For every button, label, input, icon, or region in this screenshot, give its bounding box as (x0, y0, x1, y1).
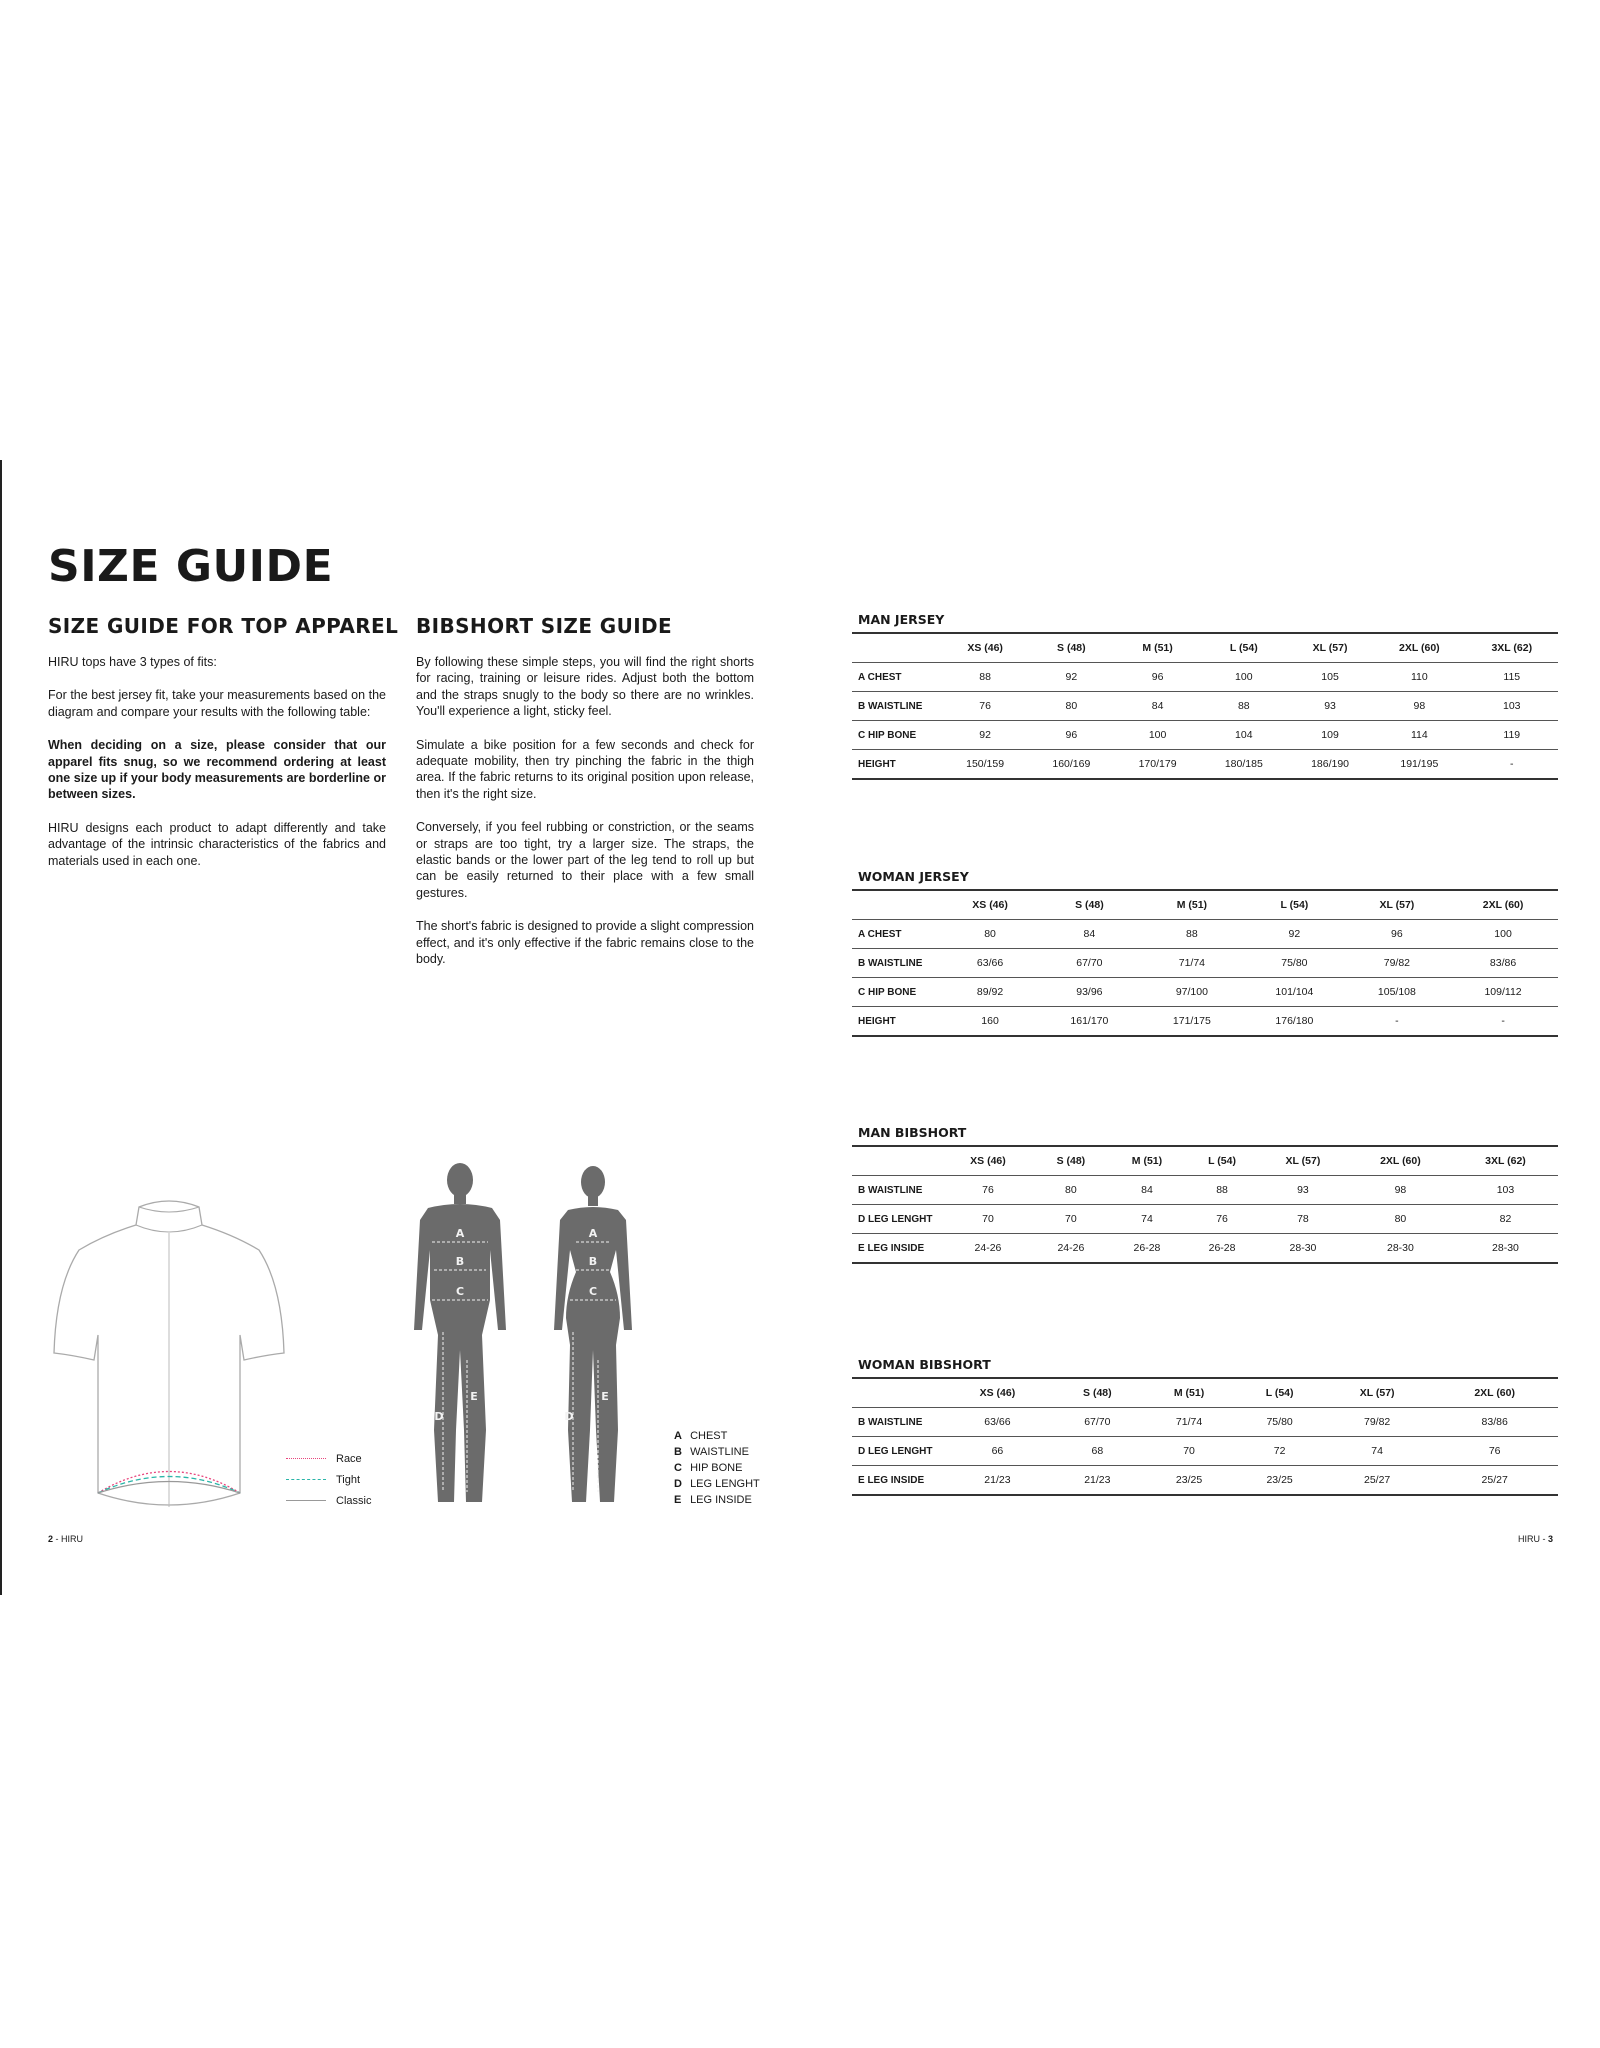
top-apparel-p4: HIRU designs each product to adapt differently and take advantage of the intrinsic characteristics of the fabrics and materials used in each one. (48, 820, 386, 868)
female-label-e: E (601, 1390, 609, 1403)
size-header: M (51) (1142, 1379, 1236, 1408)
table-cell: 103 (1466, 692, 1558, 721)
row-label: B WAISTLINE (852, 949, 942, 978)
legend-waistline: B WAISTLINE (674, 1446, 749, 1458)
table-cell: 170/179 (1114, 750, 1200, 780)
table-cell: 115 (1466, 663, 1558, 692)
size-header: L (54) (1201, 634, 1287, 663)
female-label-c: C (588, 1285, 598, 1298)
row-label: B WAISTLINE (852, 692, 942, 721)
table-cell: 21/23 (942, 1466, 1053, 1496)
table-row (852, 978, 1558, 1007)
table-cell: 88 (1186, 1176, 1258, 1205)
table-cell: 92 (1028, 663, 1114, 692)
table-cell: 21/23 (1053, 1466, 1142, 1496)
footer-left: 2 - HIRU (48, 1534, 84, 1544)
table-cell: 93 (1258, 1176, 1348, 1205)
size-header: L (54) (1243, 891, 1346, 920)
table-cell: 100 (1201, 663, 1287, 692)
size-header: M (51) (1141, 891, 1244, 920)
classic-label: Classic (336, 1494, 372, 1507)
table-cell: 88 (1141, 920, 1244, 949)
table-cell: 109 (1287, 721, 1373, 750)
table-cell: 79/82 (1346, 949, 1449, 978)
table-cell: 80 (1034, 1176, 1108, 1205)
table-cell: 105/108 (1346, 978, 1449, 1007)
table-row (852, 949, 1558, 978)
female-label-a: A (588, 1227, 598, 1240)
header-row (852, 891, 1558, 920)
table-cell: 88 (1201, 692, 1287, 721)
header-row (852, 634, 1558, 663)
table-cell: 103 (1453, 1176, 1558, 1205)
page-edge-rule (0, 460, 2, 1595)
size-header: 3XL (62) (1453, 1147, 1558, 1176)
table-title: WOMAN BIBSHORT (852, 1357, 1558, 1379)
race-label: Race (336, 1452, 362, 1465)
table-cell: 160 (942, 1007, 1038, 1037)
table-cell: 119 (1466, 721, 1558, 750)
header-row (852, 1379, 1558, 1408)
table-cell: 80 (1028, 692, 1114, 721)
male-label-d: D (434, 1410, 444, 1423)
table-row (852, 750, 1558, 780)
table-cell: 66 (942, 1437, 1053, 1466)
jersey-illustration (44, 1195, 294, 1515)
size-header: XL (57) (1258, 1147, 1348, 1176)
table-cell: 76 (1431, 1437, 1558, 1466)
table-cell: 160/169 (1028, 750, 1114, 780)
fit-legend (286, 1448, 371, 1511)
body-measurement-figures (410, 1160, 670, 1515)
table-cell: 84 (1108, 1176, 1186, 1205)
row-label: HEIGHT (852, 750, 942, 780)
table-cell: 70 (1142, 1437, 1236, 1466)
table-cell: 74 (1108, 1205, 1186, 1234)
male-label-c: C (455, 1285, 465, 1298)
table-cell: 72 (1236, 1437, 1323, 1466)
row-label: B WAISTLINE (852, 1176, 942, 1205)
top-apparel-p2: For the best jersey fit, take your measurements based on the diagram and compare your results with the following table: (48, 688, 386, 719)
table-cell: 150/159 (942, 750, 1028, 780)
page-title: SIZE GUIDE (48, 541, 334, 592)
size-header: XL (57) (1287, 634, 1373, 663)
legend-leg-inside: E LEG INSIDE (674, 1494, 752, 1506)
table-cell: 96 (1346, 920, 1449, 949)
table-row (852, 920, 1558, 949)
header-corner (852, 634, 942, 663)
fit-legend-tight (286, 1469, 371, 1490)
table-row (852, 1007, 1558, 1037)
size-header: XL (57) (1323, 1379, 1431, 1408)
table-cell: 25/27 (1323, 1466, 1431, 1496)
tight-swatch (286, 1479, 326, 1480)
table-cell: 105 (1287, 663, 1373, 692)
tight-label: Tight (336, 1473, 361, 1486)
table-row (852, 692, 1558, 721)
table-cell: 93/96 (1038, 978, 1141, 1007)
table-cell: 28-30 (1453, 1234, 1558, 1264)
table-row (852, 1437, 1558, 1466)
table-cell: 88 (942, 663, 1028, 692)
header-corner (852, 1379, 942, 1408)
table-title: MAN BIBSHORT (852, 1125, 1558, 1147)
table-cell: 92 (942, 721, 1028, 750)
top-apparel-text (48, 654, 386, 886)
table-cell: 67/70 (1038, 949, 1141, 978)
size-header: 3XL (62) (1466, 634, 1558, 663)
legend-hip-bone: C HIP BONE (674, 1462, 743, 1474)
table-row (852, 1408, 1558, 1437)
male-label-a: A (455, 1227, 465, 1240)
table-cell: 63/66 (942, 949, 1038, 978)
table-cell: 109/112 (1448, 978, 1558, 1007)
table-row (852, 1205, 1558, 1234)
table-cell: 83/86 (1448, 949, 1558, 978)
table-cell: 23/25 (1236, 1466, 1323, 1496)
table-cell: 80 (942, 920, 1038, 949)
male-label-b: B (455, 1255, 465, 1268)
table-row (852, 1466, 1558, 1496)
classic-swatch (286, 1500, 326, 1501)
row-label: B WAISTLINE (852, 1408, 942, 1437)
table-cell: - (1466, 750, 1558, 780)
table-cell: 75/80 (1236, 1408, 1323, 1437)
table-cell: 100 (1114, 721, 1200, 750)
legend-chest: A CHEST (674, 1430, 728, 1442)
table-cell: 26-28 (1186, 1234, 1258, 1264)
header-corner (852, 891, 942, 920)
header-corner (852, 1147, 942, 1176)
size-header: XS (46) (942, 634, 1028, 663)
bibshort-guide-p2: Simulate a bike position for a few seconds and check for adequate mobility, then try pinching the fabric in the thigh area. If the fabric returns to its original position upon release, then it's the right size. (416, 737, 754, 801)
bibshort-guide-p3: Conversely, if you feel rubbing or constriction, or the seams or straps are too tight, try a larger size. The straps, the elastic bands or the lower part of the leg tend to roll up but can be easily returned to their place with a few small gestures. (416, 820, 754, 900)
table-cell: 186/190 (1287, 750, 1373, 780)
table-row (852, 1234, 1558, 1264)
table-cell: 84 (1114, 692, 1200, 721)
size-header: XS (46) (942, 1147, 1034, 1176)
row-label: A CHEST (852, 920, 942, 949)
table-cell: - (1448, 1007, 1558, 1037)
top-apparel-p1: HIRU tops have 3 types of fits: (48, 655, 217, 669)
fit-legend-race (286, 1448, 371, 1469)
table-cell: 78 (1258, 1205, 1348, 1234)
table-cell: 63/66 (942, 1408, 1053, 1437)
table-cell: 68 (1053, 1437, 1142, 1466)
size-header: M (51) (1108, 1147, 1186, 1176)
table-cell: 92 (1243, 920, 1346, 949)
table-cell: 96 (1114, 663, 1200, 692)
table-title: MAN JERSEY (852, 612, 1558, 634)
size-header: S (48) (1038, 891, 1141, 920)
table-row (852, 1176, 1558, 1205)
bibshort-guide-text (416, 654, 754, 985)
row-label: E LEG INSIDE (852, 1466, 942, 1496)
header-row (852, 1147, 1558, 1176)
table-cell: 74 (1323, 1437, 1431, 1466)
table-cell: 76 (1186, 1205, 1258, 1234)
row-label: C HIP BONE (852, 721, 942, 750)
table-cell: 71/74 (1141, 949, 1244, 978)
size-header: 2XL (60) (1448, 891, 1558, 920)
footer-right: HIRU - 3 (1518, 1534, 1554, 1544)
size-header: 2XL (60) (1373, 634, 1465, 663)
table-cell: 71/74 (1142, 1408, 1236, 1437)
table-cell: 76 (942, 692, 1028, 721)
table-cell: 79/82 (1323, 1408, 1431, 1437)
row-label: D LEG LENGHT (852, 1437, 942, 1466)
size-header: L (54) (1186, 1147, 1258, 1176)
row-label: A CHEST (852, 663, 942, 692)
man-jersey-table (852, 612, 1558, 780)
table-cell: 171/175 (1141, 1007, 1244, 1037)
table-cell: 98 (1348, 1176, 1453, 1205)
top-apparel-p3: When deciding on a size, please consider that our apparel fits snug, so we recommend ordering at least one size up if your body measurements are borderline or between sizes. (48, 738, 386, 802)
row-label: E LEG INSIDE (852, 1234, 942, 1264)
size-header: 2XL (60) (1431, 1379, 1558, 1408)
table-cell: 70 (942, 1205, 1034, 1234)
table-row (852, 663, 1558, 692)
table-cell: 176/180 (1243, 1007, 1346, 1037)
size-header: S (48) (1034, 1147, 1108, 1176)
size-header: L (54) (1236, 1379, 1323, 1408)
table-cell: 114 (1373, 721, 1465, 750)
woman-jersey-table (852, 869, 1558, 1037)
table-cell: 100 (1448, 920, 1558, 949)
woman-bibshort-table (852, 1357, 1558, 1496)
table-cell: 24-26 (942, 1234, 1034, 1264)
table-cell: 161/170 (1038, 1007, 1141, 1037)
size-header: XS (46) (942, 891, 1038, 920)
table-cell: 70 (1034, 1205, 1108, 1234)
row-label: C HIP BONE (852, 978, 942, 1007)
measurement-legend (674, 1428, 760, 1508)
table-cell: 25/27 (1431, 1466, 1558, 1496)
table-cell: 28-30 (1348, 1234, 1453, 1264)
row-label: D LEG LENGHT (852, 1205, 942, 1234)
table-cell: 93 (1287, 692, 1373, 721)
female-label-d: D (564, 1410, 574, 1423)
table-cell: 191/195 (1373, 750, 1465, 780)
man-bibshort-table (852, 1125, 1558, 1264)
table-cell: 24-26 (1034, 1234, 1108, 1264)
table-cell: 98 (1373, 692, 1465, 721)
bibshort-guide-p4: The short's fabric is designed to provide a slight compression effect, and it's only effective if the fabric remains close to the body. (416, 919, 754, 967)
race-swatch (286, 1458, 326, 1459)
size-header: M (51) (1114, 634, 1200, 663)
table-cell: 26-28 (1108, 1234, 1186, 1264)
table-cell: 75/80 (1243, 949, 1346, 978)
table-cell: 83/86 (1431, 1408, 1558, 1437)
size-header: S (48) (1053, 1379, 1142, 1408)
female-silhouette (554, 1166, 632, 1502)
male-silhouette (414, 1163, 506, 1502)
fit-legend-classic (286, 1490, 371, 1511)
size-header: 2XL (60) (1348, 1147, 1453, 1176)
bibshort-guide-title: BIBSHORT SIZE GUIDE (416, 614, 673, 638)
table-cell: 67/70 (1053, 1408, 1142, 1437)
size-header: XS (46) (942, 1379, 1053, 1408)
top-apparel-title: SIZE GUIDE FOR TOP APPAREL (48, 614, 399, 638)
bibshort-guide-p1: By following these simple steps, you will find the right shorts for racing, training or leisure rides. Adjust both the bottom and the straps snugly to the body so there are no wrinkles. You'll experience a light, sticky feel. (416, 655, 754, 719)
table-title: WOMAN JERSEY (852, 869, 1558, 891)
row-label: HEIGHT (852, 1007, 942, 1037)
table-cell: 28-30 (1258, 1234, 1348, 1264)
legend-leg-length: D LEG LENGHT (674, 1478, 760, 1490)
table-row (852, 721, 1558, 750)
size-header: XL (57) (1346, 891, 1449, 920)
size-header: S (48) (1028, 634, 1114, 663)
table-cell: 101/104 (1243, 978, 1346, 1007)
table-cell: 80 (1348, 1205, 1453, 1234)
table-cell: 23/25 (1142, 1466, 1236, 1496)
table-cell: 96 (1028, 721, 1114, 750)
table-cell: 180/185 (1201, 750, 1287, 780)
table-cell: 76 (942, 1176, 1034, 1205)
table-cell: 84 (1038, 920, 1141, 949)
male-label-e: E (470, 1390, 478, 1403)
table-cell: 104 (1201, 721, 1287, 750)
table-cell: - (1346, 1007, 1449, 1037)
table-cell: 89/92 (942, 978, 1038, 1007)
table-cell: 110 (1373, 663, 1465, 692)
table-cell: 97/100 (1141, 978, 1244, 1007)
female-label-b: B (588, 1255, 598, 1268)
table-cell: 82 (1453, 1205, 1558, 1234)
